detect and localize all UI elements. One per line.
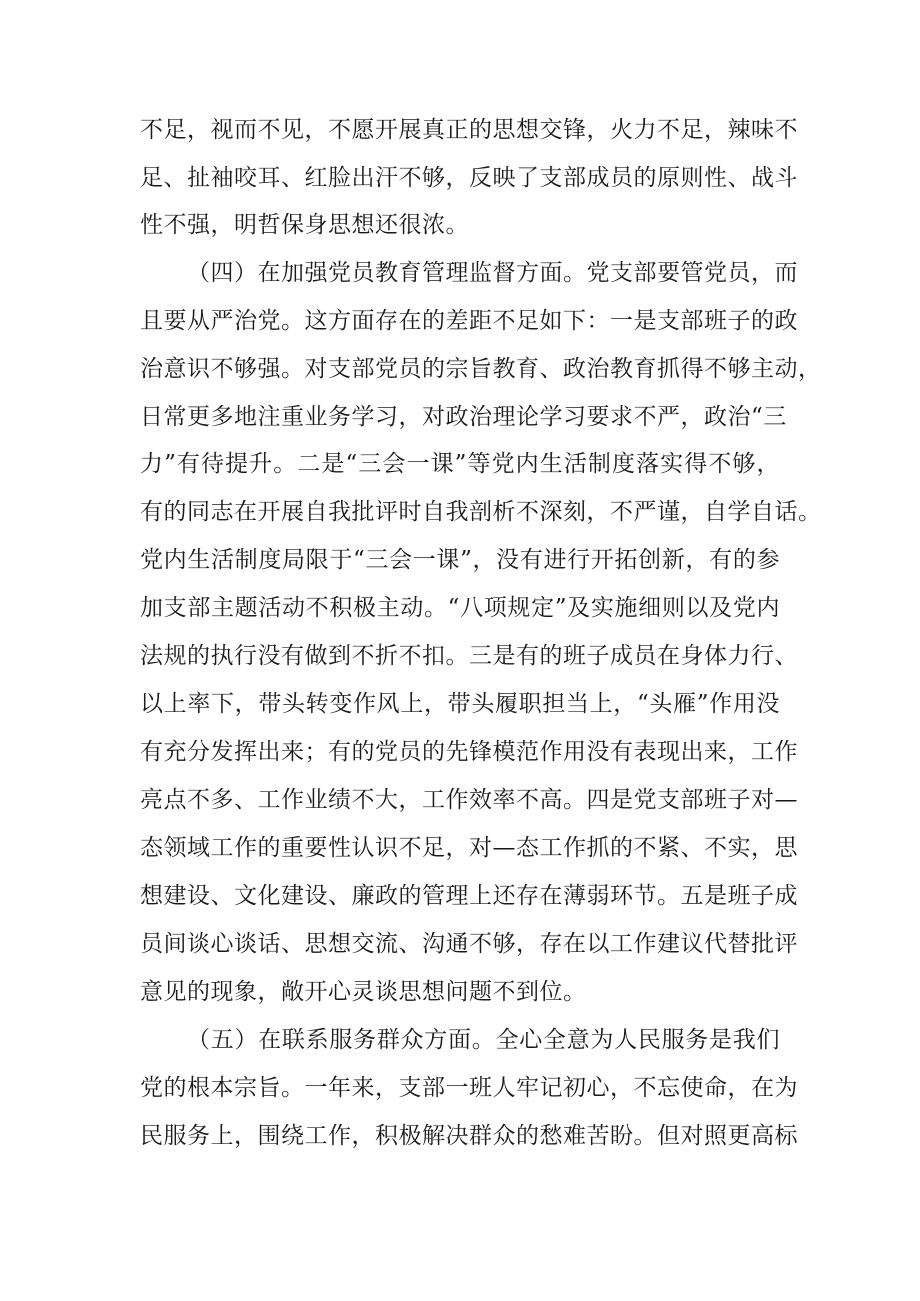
text-line: 力”有待提升。二是“三会一课”等党内生活制度落实得不够， (140, 451, 780, 477)
text-line: 日常更多地注重业务学习，对政治理论学习要求不严，政治“三 (140, 404, 787, 430)
text-line: 法规的执行没有做到不折不扣。三是有的班子成员在身体力行、 (140, 643, 798, 669)
section-heading-4: （四）在加强党员教育管理监督方面。党支部要管党员，而 (187, 260, 798, 286)
text-line: 加支部主题活动不积极主动。“八项规定”及实施细则以及党内 (140, 595, 780, 621)
text-line: 亮点不多、工作业绩不大，工作效率不高。四是党支部班子对— (140, 787, 798, 813)
text-line: 足、扯袖咬耳、红脸出汗不够，反映了支部成员的原则性、战斗 (140, 165, 798, 191)
text-line: 态领域工作的重要性认识不足，对—态工作抓的不紧、不实，思 (140, 835, 798, 861)
text-line: 性不强，明哲保身思想还很浓。 (140, 212, 469, 238)
text-line: 有充分发挥出来；有的党员的先锋模范作用没有表现出来，工作 (140, 739, 798, 765)
section-heading-5: （五）在联系服务群众方面。全心全意为人民服务是我们 (187, 1027, 780, 1053)
text-line: 治意识不够强。对支部党员的宗旨教育、政治教育抓得不够主动， (140, 356, 822, 382)
text-line: 以上率下，带头转变作风上，带头履职担当上，“头雁”作用没 (140, 691, 780, 717)
text-line: 想建设、文化建设、廉政的管理上还存在薄弱环节。五是班子成 (140, 883, 798, 909)
text-line: 意见的现象，敞开心灵谈思想问题不到位。 (140, 979, 587, 1005)
text-line: 有的同志在开展自我批评时自我剖析不深刻，不严谨，自学自话。 (140, 499, 822, 525)
text-line: 员间谈心谈话、思想交流、沟通不够，存在以工作建议代替批评 (140, 931, 798, 957)
text-line: 党的根本宗旨。一年来，支部一班人牢记初心，不忘使命，在为 (140, 1075, 798, 1101)
text-line: 党内生活制度局限于“三会一课”，没有进行开拓创新，有的参 (140, 547, 780, 573)
text-line: 且要从严治党。这方面存在的差距不足如下：一是支部班子的政 (140, 308, 798, 334)
text-line: 民服务上，围绕工作，积极解决群众的愁难苦盼。但对照更高标 (140, 1123, 798, 1149)
text-line: 不足，视而不见，不愿开展真正的思想交锋，火力不足，辣味不 (140, 117, 798, 143)
